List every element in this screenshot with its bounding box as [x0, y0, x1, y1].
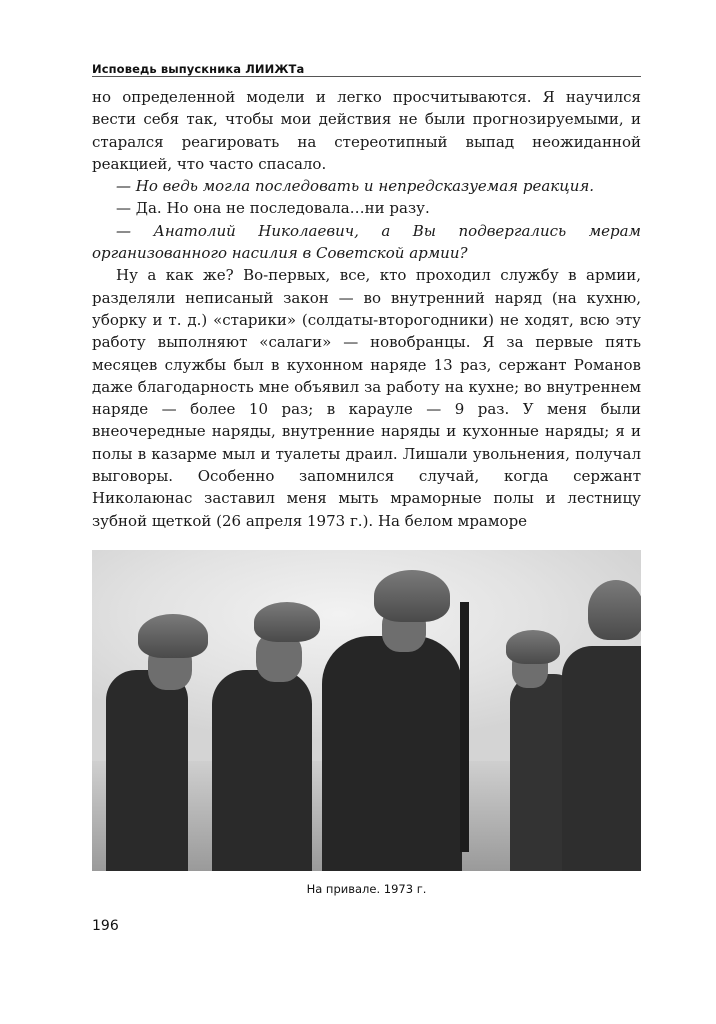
soldier-hat — [506, 630, 560, 664]
page-number: 196 — [92, 918, 119, 934]
body-text — [92, 86, 641, 532]
soldier-hat — [588, 580, 641, 640]
photo-soldiers-resting — [92, 550, 641, 871]
soldier-hat — [254, 602, 320, 642]
paragraph-question: — Анатолий Николаевич, а Вы подвергались мерам организованного насилия в Советской армии? — [92, 221, 641, 263]
soldier-figure — [212, 670, 312, 871]
soldier-hat — [138, 614, 208, 658]
soldier-hat — [374, 570, 450, 622]
paragraph-answer: — Да. Но она не последовала…ни разу. — [116, 199, 430, 218]
header-rule — [92, 76, 641, 77]
paragraph-continuation: но определенной модели и легко просчитываются. Я научился вести себя так, чтобы мои действия не были прогнозируемыми, и старался реагировать на стереотипный выпад неожиданной реакцией, что часто спасало. — [92, 88, 641, 173]
soldier-figure — [106, 670, 188, 871]
rifle — [460, 602, 469, 852]
soldier-figure — [562, 646, 641, 871]
soldier-figure — [322, 636, 462, 871]
photo-caption: На привале. 1973 г. — [306, 882, 427, 896]
paragraph-answer: Ну а как же? Во-первых, все, кто проходил службу в армии, разделяли неписаный закон — во внутренний наряд (на кухню, уборку и т. д.) «старики» (солдаты-второгодники) не ходят, всю эту работу выполняют «салаги» — новобранцы. Я за первые пять месяцев службы был в кухонном наряде 13 раз, сержант Романов даже благодарность мне объявил за работу на кухне; во внутреннем наряде — более 10 раз; в карауле — 9 раз. У меня были внеочередные наряды, внутренние наряды и кухонные наряды; я и полы в казарме мыл и туалеты драил. Лишали увольнения, получал выговоры. Особенно запомнился случай, когда сержант Николаюнас заставил меня мыть мраморные полы и лестницу зубной щеткой (26 апреля 1973 г.). На белом мраморе — [92, 266, 641, 530]
running-title: Исповедь выпускника ЛИИЖТа — [92, 62, 305, 76]
paragraph-question: — Но ведь могла последовать и непредсказуемая реакция. — [116, 177, 595, 196]
